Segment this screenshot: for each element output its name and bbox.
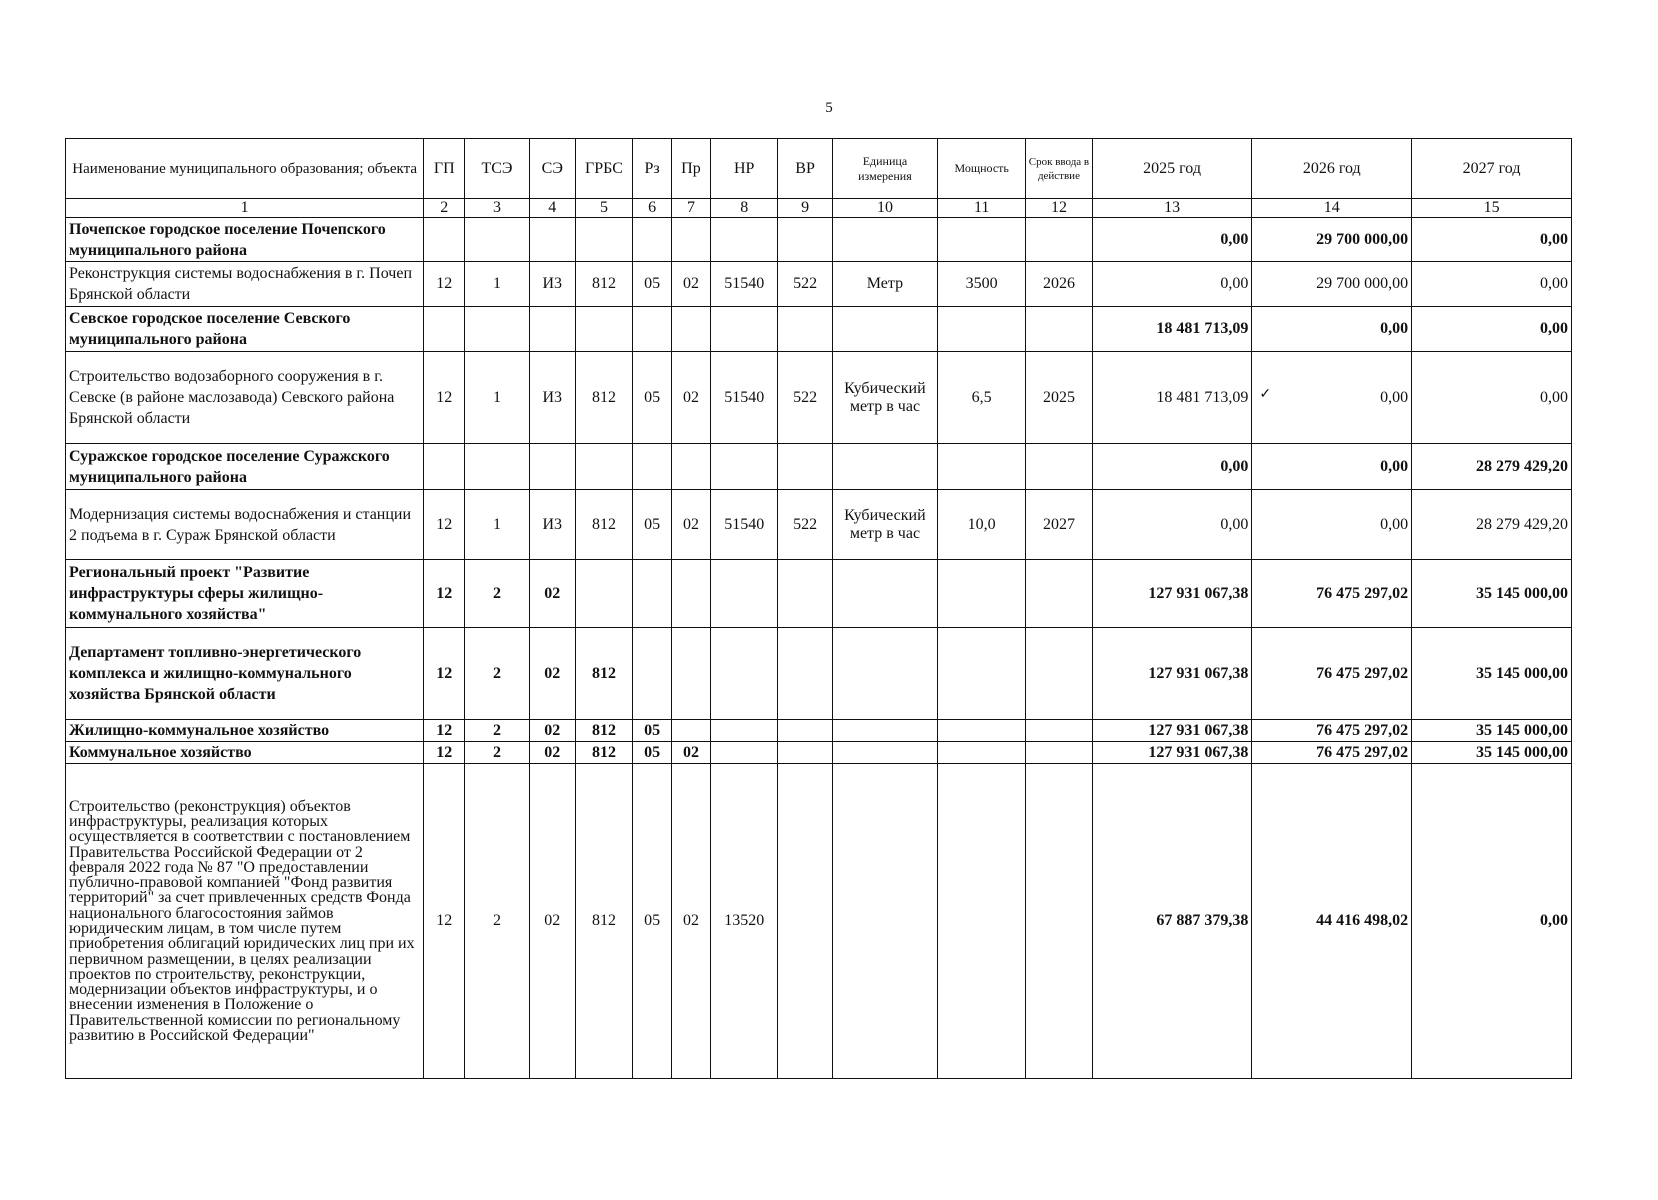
row-name: Севское городское поселение Севского муниципального района [66, 307, 424, 352]
cell-tse [465, 444, 529, 490]
cell-gp [424, 218, 465, 262]
cell-nr: 51540 [710, 490, 778, 560]
column-number: 12 [1026, 199, 1093, 218]
header-2027: 2027 год [1412, 139, 1572, 199]
cell-se [529, 444, 575, 490]
cell-nr [710, 218, 778, 262]
header-vr: ВР [778, 139, 832, 199]
cell-2027: 35 145 000,00 [1412, 560, 1572, 628]
row-name: Региональный проект "Развитие инфраструктуры сферы жилищно-коммунального хозяйства" [66, 560, 424, 628]
cell-vr [778, 720, 832, 742]
cell-rz: 05 [633, 262, 672, 307]
cell-tse: 1 [465, 352, 529, 444]
cell-2025 [1092, 352, 1252, 444]
column-number: 9 [778, 199, 832, 218]
table-row [66, 560, 1572, 628]
header-2025: 2025 год [1092, 139, 1252, 199]
table-row [66, 307, 1572, 352]
cell-rz: 05 [633, 490, 672, 560]
table-row [66, 764, 1572, 1079]
table-row [66, 720, 1572, 742]
cell-pr [672, 720, 711, 742]
cell-pr [672, 307, 711, 352]
cell-unit [832, 742, 937, 764]
cell-grbs: 812 [575, 764, 632, 1079]
cell-2027: 0,00 [1412, 764, 1572, 1079]
cell-2025: 127 931 067,38 [1092, 628, 1252, 720]
cell-term: 2027 [1026, 490, 1093, 560]
cell-2026: 76 475 297,02 [1252, 742, 1412, 764]
cell-gp: 12 [424, 352, 465, 444]
cell-2026: 76 475 297,02 [1252, 720, 1412, 742]
cell-2026: 0,00 [1252, 490, 1412, 560]
cell-vr [778, 742, 832, 764]
cell-gp: 12 [424, 742, 465, 764]
column-number-row [66, 199, 1572, 218]
cell-term: 2026 [1026, 262, 1093, 307]
column-number: 11 [938, 199, 1026, 218]
header-nr: НР [710, 139, 778, 199]
cell-2026: 76 475 297,02 [1252, 560, 1412, 628]
table-row [66, 262, 1572, 307]
cell-vr [778, 444, 832, 490]
cell-gp: 12 [424, 720, 465, 742]
cell-pr: 02 [672, 764, 711, 1079]
header-gp: ГП [424, 139, 465, 199]
cell-pr: 02 [672, 742, 711, 764]
cell-unit [832, 764, 937, 1079]
cell-2025: 127 931 067,38 [1092, 720, 1252, 742]
cell-term: 2025 [1026, 352, 1093, 444]
cell-tse: 2 [465, 764, 529, 1079]
cell-nr [710, 307, 778, 352]
cell-vr: 522 [778, 262, 832, 307]
cell-se: И3 [529, 490, 575, 560]
cell-nr [710, 444, 778, 490]
cell-unit [832, 628, 937, 720]
cell-term [1026, 307, 1093, 352]
column-number: 4 [529, 199, 575, 218]
cell-tse: 2 [465, 560, 529, 628]
row-name: Почепское городское поселение Почепского муниципального района [66, 218, 424, 262]
cell-rz [633, 218, 672, 262]
cell-se: 02 [529, 628, 575, 720]
cell-unit: Метр [832, 262, 937, 307]
cell-rz [633, 307, 672, 352]
cell-power: 10,0 [938, 490, 1026, 560]
cell-se [529, 218, 575, 262]
cell-vr [778, 628, 832, 720]
cell-se: И3 [529, 262, 575, 307]
cell-vr [778, 560, 832, 628]
cell-2026: 29 700 000,00 [1252, 262, 1412, 307]
cell-pr [672, 218, 711, 262]
cell-2025: 0,00 [1092, 490, 1252, 560]
header-rz: Рз [633, 139, 672, 199]
cell-grbs: 812 [575, 720, 632, 742]
cell-tse: 1 [465, 490, 529, 560]
cell-2027: 28 279 429,20 [1412, 490, 1572, 560]
cell-term [1026, 444, 1093, 490]
header-grbs: ГРБС [575, 139, 632, 199]
cell-grbs: 812 [575, 490, 632, 560]
row-name: Модернизация системы водоснабжения и станции 2 подъема в г. Сураж Брянской области [66, 490, 424, 560]
row-name: Строительство водозаборного сооружения в г. Севске (в районе маслозавода) Севского района Брянской области [66, 352, 424, 444]
row-name: Жилищно-коммунальное хозяйство [66, 720, 424, 742]
checkmark-icon: ✓ [1259, 387, 1272, 402]
cell-2027: 0,00 [1412, 218, 1572, 262]
cell-term [1026, 764, 1093, 1079]
cell-2025-value: 18 481 713,09 [1156, 388, 1249, 406]
cell-tse [465, 218, 529, 262]
cell-se: И3 [529, 352, 575, 444]
cell-term [1026, 628, 1093, 720]
row-name: Суражское городское поселение Суражского муниципального района [66, 444, 424, 490]
column-number: 3 [465, 199, 529, 218]
cell-2026: 0,00 [1252, 307, 1412, 352]
cell-2025: 0,00 [1092, 444, 1252, 490]
row-name: Департамент топливно-энергетического комплекса и жилищно-коммунального хозяйства Брянской области [66, 628, 424, 720]
cell-power [938, 720, 1026, 742]
cell-vr [778, 218, 832, 262]
cell-2025: 18 481 713,09 [1092, 307, 1252, 352]
cell-unit [832, 307, 937, 352]
cell-2026: 0,00 [1252, 444, 1412, 490]
cell-se: 02 [529, 720, 575, 742]
header-2026: 2026 год [1252, 139, 1412, 199]
cell-term [1026, 742, 1093, 764]
cell-grbs [575, 560, 632, 628]
cell-rz: 05 [633, 764, 672, 1079]
cell-se [529, 307, 575, 352]
cell-tse: 2 [465, 628, 529, 720]
table-row [66, 352, 1572, 444]
column-number: 14 [1252, 199, 1412, 218]
page-number: 5 [825, 100, 833, 116]
cell-tse: 2 [465, 742, 529, 764]
column-number: 13 [1092, 199, 1252, 218]
cell-power [938, 560, 1026, 628]
cell-unit [832, 720, 937, 742]
cell-term [1026, 218, 1093, 262]
cell-2027: 35 145 000,00 [1412, 720, 1572, 742]
cell-pr: 02 [672, 262, 711, 307]
cell-2025: 0,00 [1092, 262, 1252, 307]
cell-rz [633, 444, 672, 490]
cell-nr: 51540 [710, 262, 778, 307]
cell-2026: 76 475 297,02 [1252, 628, 1412, 720]
cell-gp [424, 444, 465, 490]
header-power: Мощность [938, 139, 1026, 199]
cell-2026 [1252, 352, 1412, 444]
cell-nr [710, 628, 778, 720]
cell-2025: 127 931 067,38 [1092, 560, 1252, 628]
budget-table [65, 138, 1572, 1079]
cell-pr: 02 [672, 352, 711, 444]
cell-2026: 29 700 000,00 [1252, 218, 1412, 262]
column-number: 1 [66, 199, 424, 218]
cell-gp [424, 307, 465, 352]
cell-rz: 05 [633, 742, 672, 764]
cell-unit [832, 218, 937, 262]
cell-grbs [575, 307, 632, 352]
cell-gp: 12 [424, 490, 465, 560]
column-number: 7 [672, 199, 711, 218]
cell-tse: 2 [465, 720, 529, 742]
cell-2027: 0,00 [1412, 307, 1572, 352]
cell-gp: 12 [424, 628, 465, 720]
cell-2027: 35 145 000,00 [1412, 742, 1572, 764]
header-name: Наименование муниципального образования; объекта [66, 139, 424, 199]
cell-se: 02 [529, 560, 575, 628]
header-row [66, 139, 1572, 199]
row-name: Реконструкция системы водоснабжения в г. Почеп Брянской области [66, 262, 424, 307]
cell-se: 02 [529, 742, 575, 764]
table-row [66, 218, 1572, 262]
cell-gp: 12 [424, 764, 465, 1079]
cell-unit: Кубический метр в час [832, 352, 937, 444]
table-row [66, 444, 1572, 490]
cell-gp: 12 [424, 560, 465, 628]
cell-tse [465, 307, 529, 352]
cell-nr [710, 720, 778, 742]
cell-pr [672, 444, 711, 490]
cell-grbs: 812 [575, 262, 632, 307]
cell-2027: 0,00 [1412, 262, 1572, 307]
cell-power: 6,5 [938, 352, 1026, 444]
cell-power [938, 218, 1026, 262]
cell-nr: 13520 [710, 764, 778, 1079]
cell-power [938, 764, 1026, 1079]
cell-grbs: 812 [575, 352, 632, 444]
cell-vr: 522 [778, 490, 832, 560]
cell-pr: 02 [672, 490, 711, 560]
cell-unit: Кубический метр в час [832, 490, 937, 560]
cell-2026-value: 0,00 [1380, 388, 1409, 406]
column-number: 5 [575, 199, 632, 218]
cell-2027: 35 145 000,00 [1412, 628, 1572, 720]
cell-grbs [575, 444, 632, 490]
cell-pr [672, 628, 711, 720]
row-name: Строительство (реконструкция) объектов инфраструктуры, реализация которых осуществляется в соответствии с постановлением Правительства Российской Федерации от 2 февраля 2022 года № 87 "О предоставлении публично-правовой компанией "Фонд развития территорий" за счет привлеченных средств Фонда национального благосостояния займов юридическим лицам, в том числе путем приобретения облигаций юридических лиц при их первичном размещении, в целях реализации проектов по строительству, реконструкции, модернизации объектов инфраструктуры, и о внесении изменения в Положение о Правительственной комиссии по региональному развитию в Российской Федерации" [66, 764, 424, 1079]
cell-se: 02 [529, 764, 575, 1079]
cell-rz [633, 628, 672, 720]
cell-2027: 0,00 [1412, 352, 1572, 444]
header-term: Срок ввода в действие [1026, 139, 1093, 199]
cell-2027: 28 279 429,20 [1412, 444, 1572, 490]
column-number: 8 [710, 199, 778, 218]
cell-power [938, 742, 1026, 764]
cell-nr: 51540 [710, 352, 778, 444]
cell-pr [672, 560, 711, 628]
table-row [66, 490, 1572, 560]
cell-power: 3500 [938, 262, 1026, 307]
cell-vr [778, 764, 832, 1079]
cell-vr [778, 307, 832, 352]
column-number: 15 [1412, 199, 1572, 218]
cell-nr [710, 560, 778, 628]
cell-2025: 67 887 379,38 [1092, 764, 1252, 1079]
header-unit: Единица измерения [832, 139, 937, 199]
cell-grbs: 812 [575, 628, 632, 720]
cell-nr [710, 742, 778, 764]
cell-vr: 522 [778, 352, 832, 444]
cell-grbs [575, 218, 632, 262]
table-row [66, 742, 1572, 764]
cell-gp: 12 [424, 262, 465, 307]
column-number: 2 [424, 199, 465, 218]
column-number: 6 [633, 199, 672, 218]
cell-rz [633, 560, 672, 628]
cell-unit [832, 444, 937, 490]
cell-term [1026, 560, 1093, 628]
header-tse: ТСЭ [465, 139, 529, 199]
header-pr: Пр [672, 139, 711, 199]
cell-term [1026, 720, 1093, 742]
cell-grbs: 812 [575, 742, 632, 764]
cell-rz: 05 [633, 720, 672, 742]
cell-unit [832, 560, 937, 628]
column-number: 10 [832, 199, 937, 218]
row-name: Коммунальное хозяйство [66, 742, 424, 764]
cell-power [938, 444, 1026, 490]
cell-2025: 0,00 [1092, 218, 1252, 262]
cell-tse: 1 [465, 262, 529, 307]
cell-2025: 127 931 067,38 [1092, 742, 1252, 764]
cell-2026: 44 416 498,02 [1252, 764, 1412, 1079]
header-se: СЭ [529, 139, 575, 199]
cell-power [938, 628, 1026, 720]
cell-rz: 05 [633, 352, 672, 444]
table-row [66, 628, 1572, 720]
cell-power [938, 307, 1026, 352]
